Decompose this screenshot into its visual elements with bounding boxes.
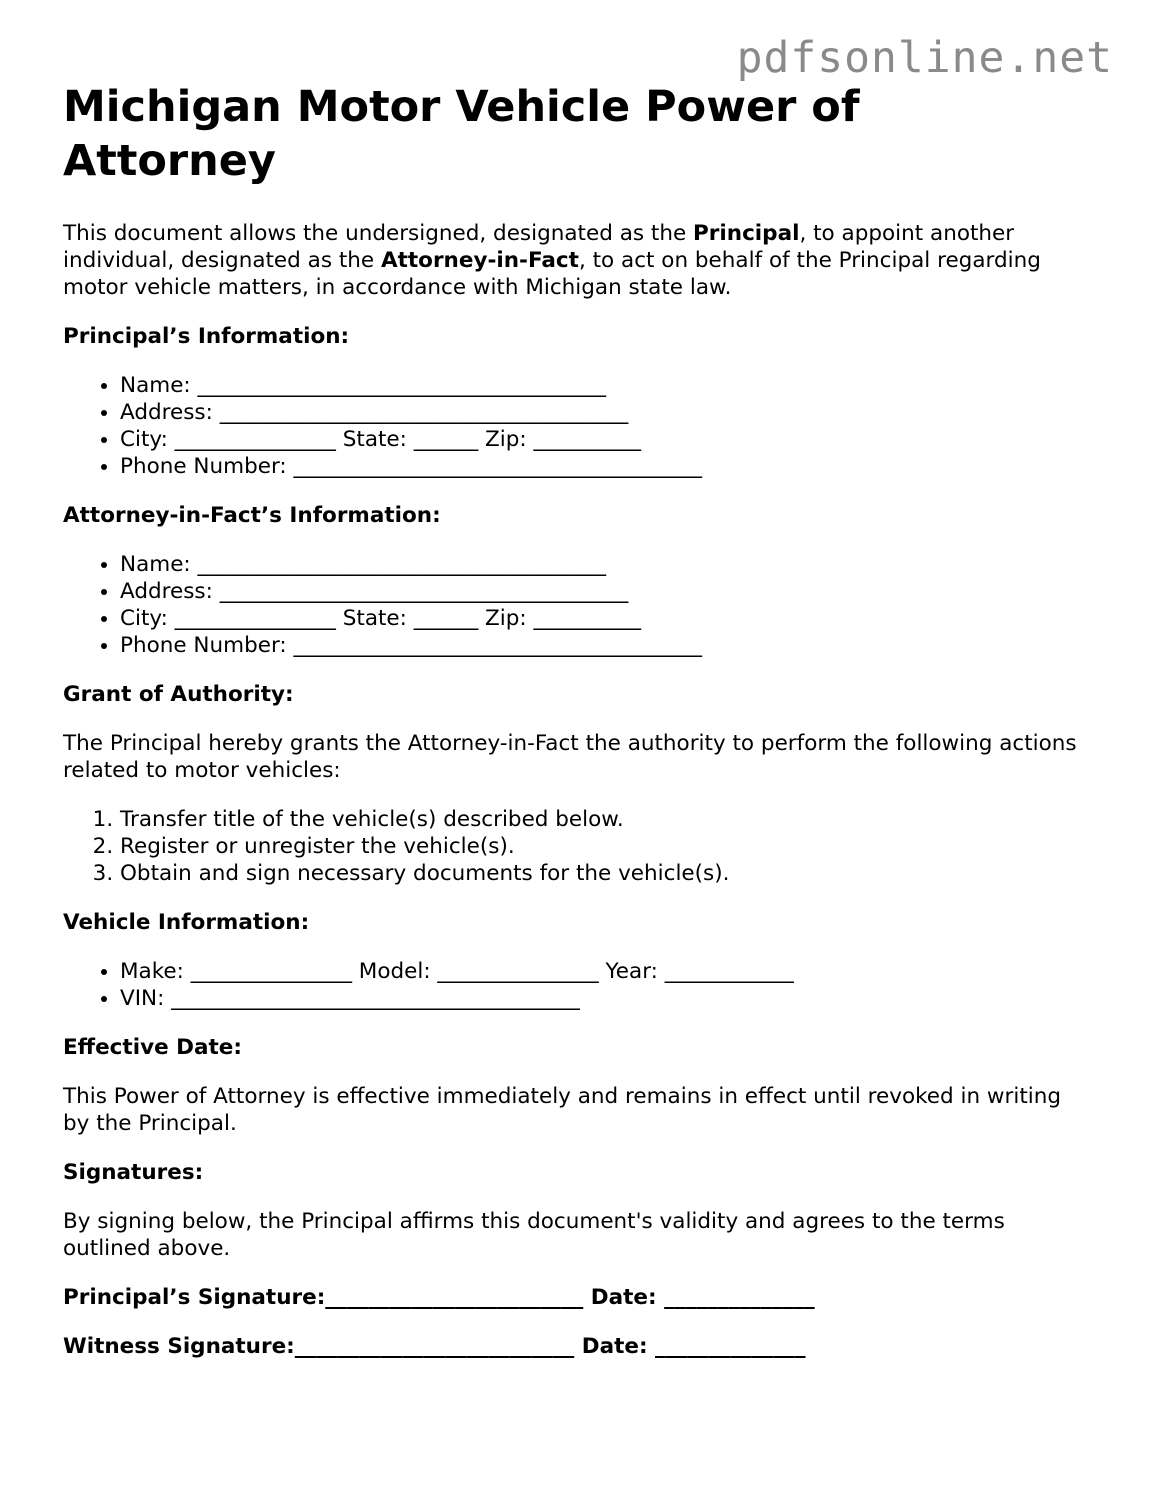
attorney-phone-field: • Phone Number: ______________________________________ (120, 632, 1093, 659)
principal-name-field: • Name: ______________________________________ (120, 372, 1093, 399)
document-page (63, 80, 1093, 1382)
principal-signature-line: Principal’s Signature:________________________ Date: ______________ (63, 1285, 815, 1310)
principal-phone-field: • Phone Number: ______________________________________ (120, 453, 1093, 480)
effective-date-heading: Effective Date: (63, 1035, 242, 1060)
vehicle-vin-field: • VIN: ______________________________________ (120, 985, 1093, 1012)
intro-text-1: This document allows the undersigned, designated as the (63, 221, 694, 246)
attorney-address-field: • Address: ______________________________________ (120, 578, 1093, 605)
attorney-city-state-zip-field: • City: _______________ State: ______ Zip: __________ (120, 605, 1093, 632)
grant-item: 1. Transfer title of the vehicle(s) described below. (120, 806, 1093, 833)
attorney-info-list (63, 551, 1093, 659)
grant-list (63, 806, 1093, 887)
grant-heading: Grant of Authority: (63, 682, 294, 707)
signatures-text: By signing below, the Principal affirms this document's validity and agrees to the terms outlined above. (63, 1209, 1005, 1261)
vehicle-info-list (63, 958, 1093, 1012)
grant-text: The Principal hereby grants the Attorney-in-Fact the authority to perform the following actions related to motor vehicles: (63, 731, 1077, 783)
principal-term: Principal (693, 221, 800, 246)
signatures-heading: Signatures: (63, 1160, 204, 1185)
witness-signature-line: Witness Signature:__________________________ Date: ______________ (63, 1334, 806, 1359)
intro-paragraph (63, 220, 1093, 301)
grant-item: 3. Obtain and sign necessary documents for the vehicle(s). (120, 860, 1093, 887)
attorney-name-field: • Name: ______________________________________ (120, 551, 1093, 578)
principal-info-list (63, 372, 1093, 480)
principal-info-heading: Principal’s Information: (63, 324, 350, 349)
intro-text-3: , to act on behalf of the Principal regarding motor vehicle matters, in accordance with Michigan state law. (63, 248, 1041, 300)
vehicle-info-heading: Vehicle Information: (63, 910, 310, 935)
attorney-info-heading: Attorney-in-Fact’s Information: (63, 503, 441, 528)
document-title: Michigan Motor Vehicle Power of Attorney (63, 82, 860, 186)
principal-city-state-zip-field: • City: _______________ State: ______ Zip: __________ (120, 426, 1093, 453)
intro-text-2: , to appoint another individual, designated as the (63, 221, 1015, 273)
effective-date-text: This Power of Attorney is effective immediately and remains in effect until revoked in writing by the Principal. (63, 1084, 1061, 1136)
vehicle-make-model-year-field: • Make: _______________ Model: _______________ Year: ____________ (120, 958, 1093, 985)
attorney-term: Attorney-in-Fact (380, 248, 579, 273)
principal-address-field: • Address: ______________________________________ (120, 399, 1093, 426)
grant-item: 2. Register or unregister the vehicle(s). (120, 833, 1093, 860)
watermark: pdfsonline.net (736, 33, 1113, 83)
